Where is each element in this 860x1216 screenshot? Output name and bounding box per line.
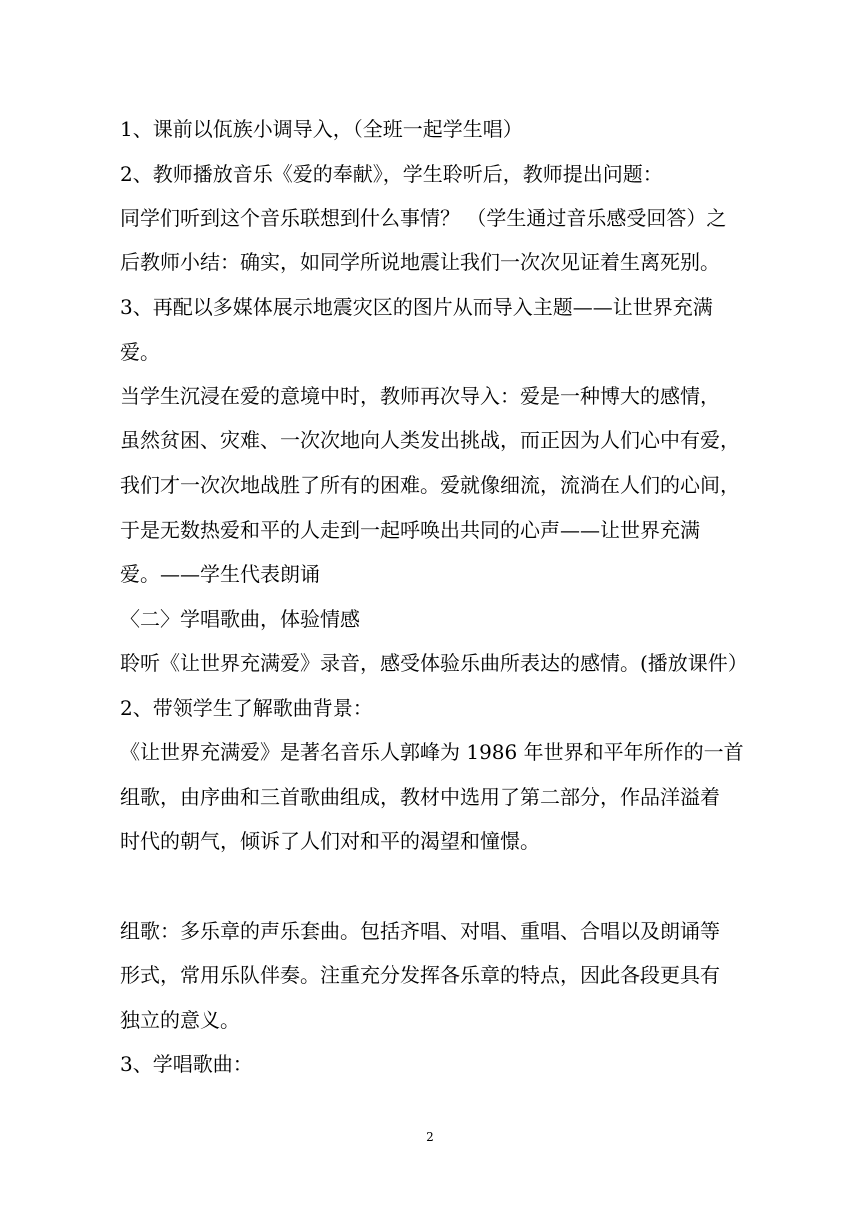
text-line: 1、课前以佤族小调导入，（全班一起学生唱）: [120, 117, 523, 141]
text-line: 爱。: [120, 340, 160, 364]
text-line: 时代的朝气，倾诉了人们对和平的渴望和憧憬。: [120, 829, 540, 853]
text-line: 3、再配以多媒体展示地震灾区的图片从而导入主题——让世界充满: [120, 295, 713, 319]
text-line: 后教师小结：确实，如同学所说地震让我们一次次见证着生离死别。: [120, 250, 720, 274]
section-heading: 〈二〉学唱歌曲，体验情感: [120, 607, 360, 631]
text-line: 同学们听到这个音乐联想到什么事情？ （学生通过音乐感受回答）之: [120, 206, 727, 230]
text-line: 聆听《让世界充满爱》录音，感受体验乐曲所表达的感情。(播放课件）: [120, 651, 748, 675]
text-line: 形式，常用乐队伴奏。注重充分发挥各乐章的特点，因此各段更具有: [120, 963, 720, 987]
text-line: 组歌，由序曲和三首歌曲组成，教材中选用了第二部分，作品洋溢着: [120, 785, 720, 809]
page-number: 2: [426, 1130, 434, 1144]
text-line: 虽然贫困、灾难、一次次地向人类发出挑战，而正因为人们心中有爱，: [120, 428, 740, 452]
text-line: 于是无数热爱和平的人走到一起呼唤出共同的心声——让世界充满: [120, 518, 700, 542]
text-line: 2、带领学生了解歌曲背景：: [120, 696, 373, 720]
text-line: 2、教师播放音乐《爱的奉献》，学生聆听后，教师提出问题：: [120, 162, 663, 186]
text-line: 3、学唱歌曲：: [120, 1052, 253, 1076]
text-line: 独立的意义。: [120, 1008, 240, 1032]
text-line: 组歌：多乐章的声乐套曲。包括齐唱、对唱、重唱、合唱以及朗诵等: [120, 919, 720, 943]
text-line: 爱。——学生代表朗诵: [120, 562, 320, 586]
text-line: 当学生沉浸在爱的意境中时，教师再次导入：爱是一种博大的感情，: [120, 384, 720, 408]
text-line: 《让世界充满爱》是著名音乐人郭峰为 1986 年世界和平年所作的一首: [120, 740, 744, 764]
text-line: 我们才一次次地战胜了所有的困难。爱就像细流，流淌在人们的心间，: [120, 473, 740, 497]
